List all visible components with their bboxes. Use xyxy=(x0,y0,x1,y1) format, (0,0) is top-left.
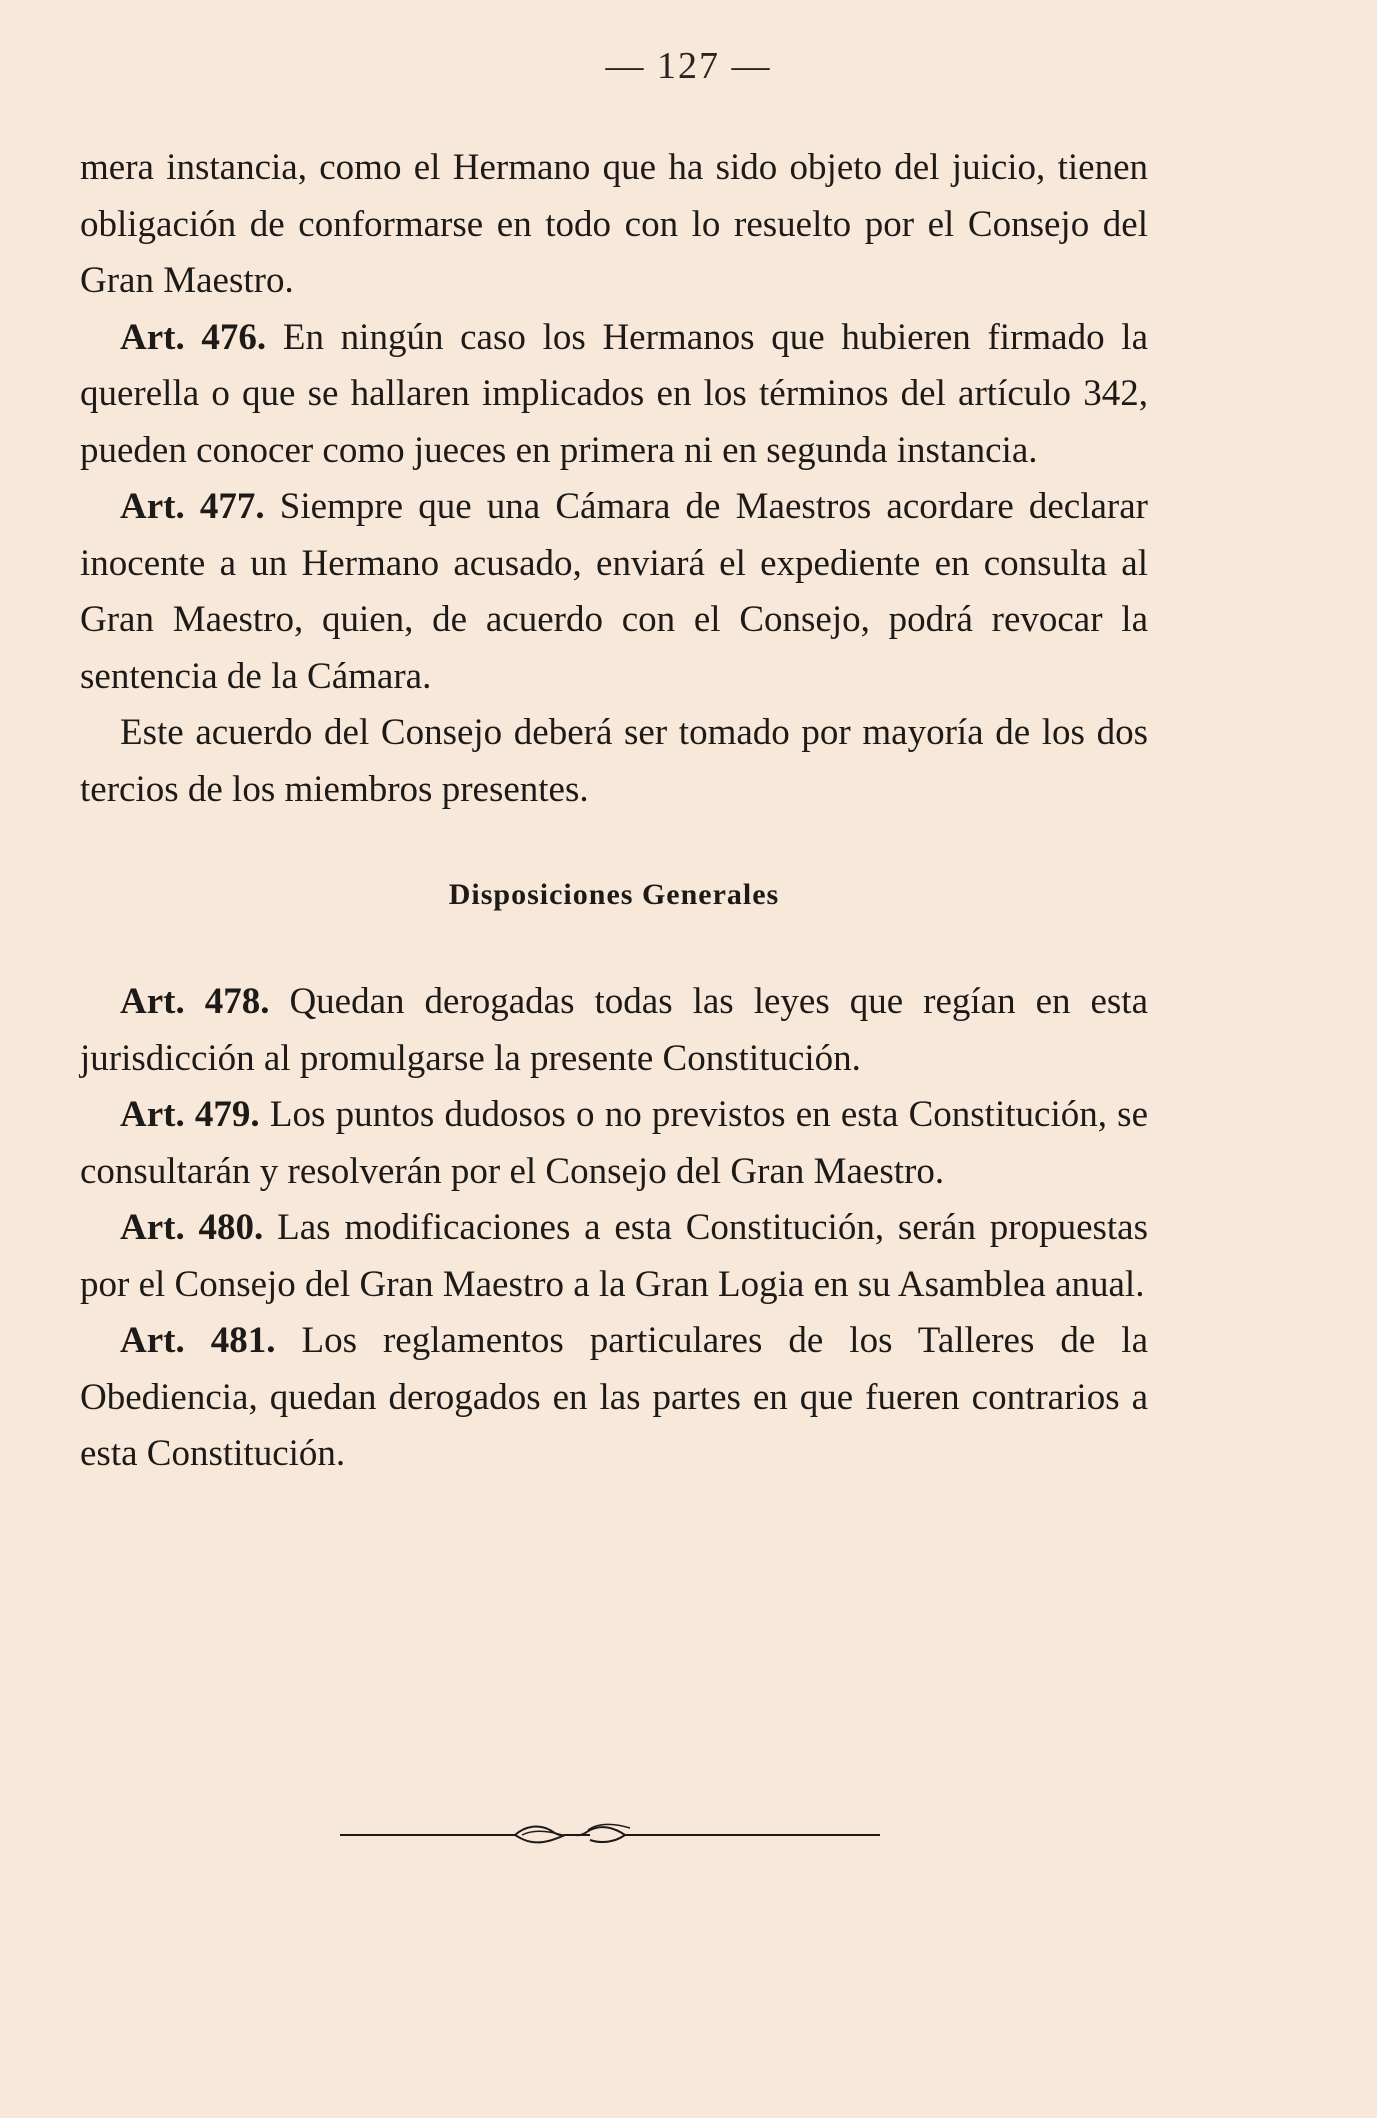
article-text: Las modificaciones a esta Constitución, serán propuestas por el Consejo del Gran Maestro a la Gran Logia en su Asamblea anual. xyxy=(80,1207,1149,1305)
article-481 xyxy=(80,1313,1148,1483)
article-text: Siempre que una Cámara de Maestros acordare declarar inocente a un Hermano acusado, enviará el expediente en consulta al Gran Maestro, quien, de acuerdo con el Consejo, podrá revocar la sentencia de la Cámara. xyxy=(80,486,1148,697)
article-text: Quedan derogadas todas las leyes que regían en esta jurisdicción al promulgarse la presente Constitución. xyxy=(80,981,1149,1079)
article-476 xyxy=(80,310,1148,480)
section-heading: Disposiciones Generales xyxy=(448,878,780,911)
flourish-divider-icon xyxy=(340,1818,880,1848)
page-number: — 127 — xyxy=(605,45,772,87)
paragraph-text: mera instancia, como el Hermano que ha sido objeto del juicio, tienen obligación de conformarse en todo con lo resuelto por el Consejo del Gran Maestro. xyxy=(80,147,1148,301)
article-text: Los reglamentos particulares de los Talleres de la Obediencia, quedan derogados en las partes en que fueren contrarios a esta Constitución. xyxy=(80,1320,1148,1474)
article-label: Art. 478. xyxy=(120,981,270,1022)
article-label: Art. 477. xyxy=(120,486,265,527)
text-body xyxy=(80,140,1148,1483)
paragraph-continuation xyxy=(80,140,1148,310)
paragraph-agreement xyxy=(80,705,1148,818)
article-label: Art. 476. xyxy=(120,316,267,358)
article-label: Art. 480. xyxy=(120,1207,264,1248)
article-480 xyxy=(80,1200,1148,1313)
article-478 xyxy=(80,974,1148,1087)
article-label: Art. 481. xyxy=(120,1320,276,1361)
article-label: Art. 479. xyxy=(120,1094,260,1135)
article-text: En ningún caso los Hermanos que hubieren firmado la querella o que se hallaren implicados en los términos del artículo 342, pueden conocer como jueces en primera ni en segunda instancia. xyxy=(80,316,1148,471)
article-477 xyxy=(80,479,1148,705)
article-479 xyxy=(80,1087,1148,1200)
paragraph-text: Este acuerdo del Consejo deberá ser tomado por mayoría de los dos tercios de los miembros presentes. xyxy=(80,712,1148,810)
article-text: Los puntos dudosos o no previstos en esta Constitución, se consultarán y resolverán por el Consejo del Gran Maestro. xyxy=(80,1094,1149,1192)
